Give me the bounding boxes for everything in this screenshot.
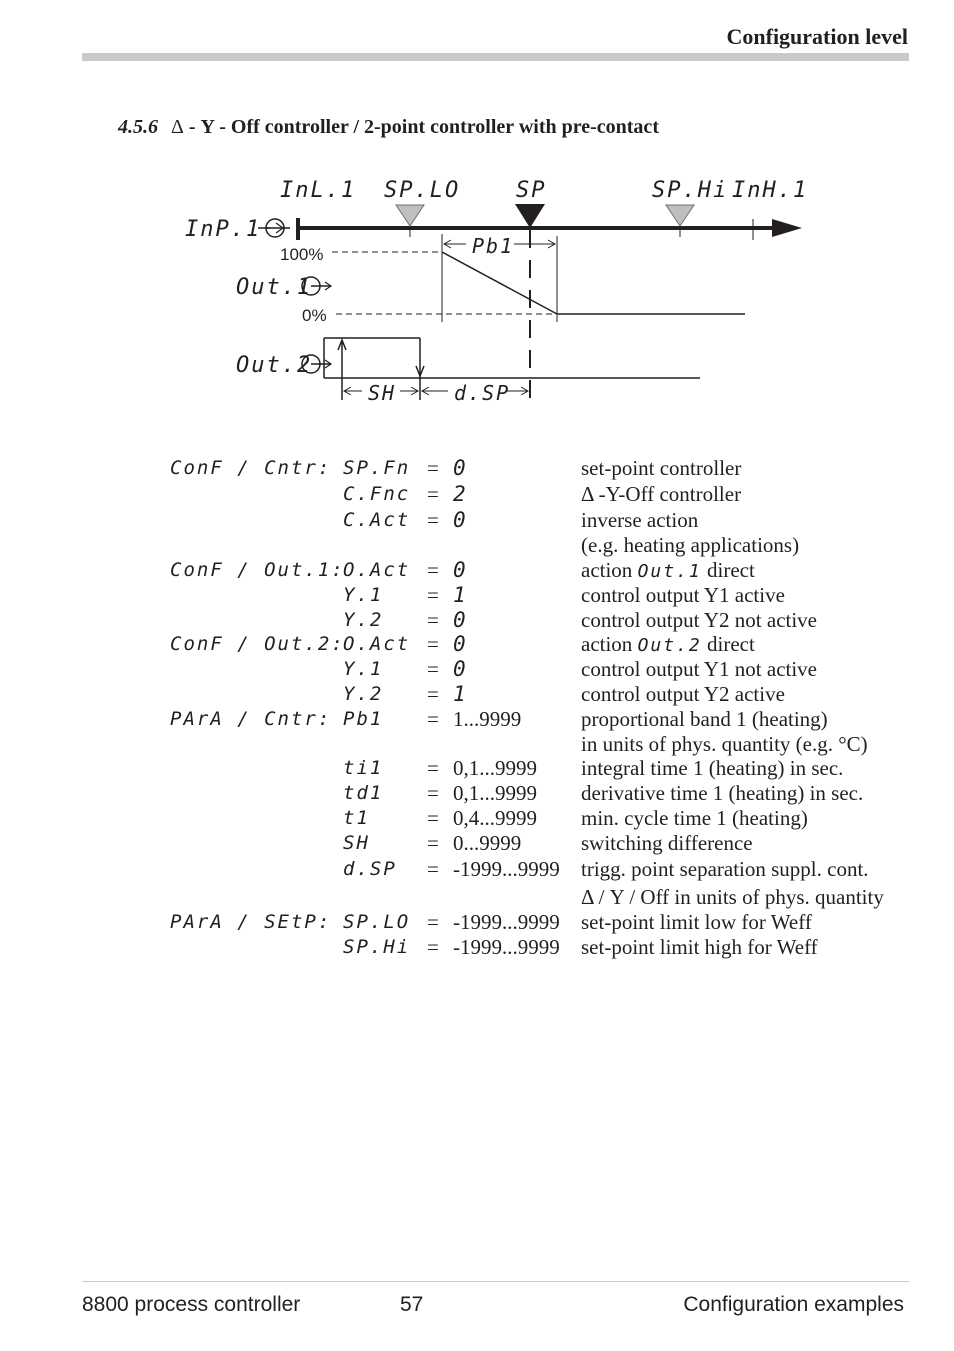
footer-left: 8800 process controller bbox=[82, 1293, 301, 1316]
param-desc: (e.g. heating applications) bbox=[581, 533, 800, 557]
param-desc: set-point limit low for Weff bbox=[581, 910, 812, 934]
param-desc: control output Y1 active bbox=[581, 583, 785, 607]
label-out1: Out.1 bbox=[236, 275, 313, 300]
section-number: 4.5.6 bbox=[118, 116, 158, 138]
label-splo: SP.LO bbox=[384, 178, 461, 203]
param-desc: set-point limit high for Weff bbox=[581, 935, 818, 959]
param-name: C.Fnc bbox=[343, 483, 411, 505]
param-desc: Δ -Y-Off controller bbox=[581, 482, 742, 506]
param-desc: in units of phys. quantity (e.g. °C) bbox=[581, 732, 868, 756]
param-desc: switching difference bbox=[581, 831, 753, 855]
param-value: 1...9999 bbox=[453, 707, 522, 731]
param-eq: = bbox=[427, 583, 439, 607]
param-eq: = bbox=[427, 857, 439, 881]
param-name: Y.2 bbox=[343, 683, 384, 705]
param-desc: set-point controller bbox=[581, 456, 742, 480]
param-desc: derivative time 1 (heating) in sec. bbox=[581, 781, 864, 805]
desc-suffix: direct bbox=[707, 558, 755, 582]
param-value: 0...9999 bbox=[453, 831, 522, 855]
param-name: Y.1 bbox=[343, 584, 384, 606]
param-eq: = bbox=[427, 682, 439, 706]
param-group: ConF / Out.2: bbox=[170, 633, 345, 655]
label-sp: SP bbox=[516, 178, 547, 203]
param-group: ConF / Cntr: bbox=[170, 457, 332, 479]
param-group: PArA / SEtP: bbox=[170, 911, 332, 933]
param-group: ConF / Out.1: bbox=[170, 559, 345, 581]
desc-segment: Out.2 bbox=[637, 635, 702, 656]
param-desc: control output Y2 active bbox=[581, 682, 785, 706]
delta-symbol: Δ bbox=[171, 116, 184, 138]
param-eq: = bbox=[427, 756, 439, 780]
section-title: - Y - Off controller / 2-point controller with pre-contact bbox=[188, 116, 659, 138]
param-desc: control output Y1 not active bbox=[581, 657, 818, 681]
param-name: d.SP bbox=[343, 858, 397, 880]
param-name: t1 bbox=[343, 807, 370, 829]
param-desc bbox=[581, 631, 755, 659]
param-eq: = bbox=[427, 482, 439, 506]
param-desc: inverse action bbox=[581, 508, 699, 532]
param-name: SH bbox=[343, 832, 370, 854]
desc-prefix: action bbox=[581, 632, 633, 656]
param-desc bbox=[581, 557, 755, 585]
param-name: C.Act bbox=[343, 509, 411, 531]
label-inh1: InH.1 bbox=[732, 178, 809, 203]
param-name: O.Act bbox=[343, 559, 411, 581]
param-value: 0,1...9999 bbox=[453, 781, 537, 805]
param-value: 0,1...9999 bbox=[453, 756, 537, 780]
desc-segment: Out.1 bbox=[637, 561, 702, 582]
label-dsp: d.SP bbox=[454, 381, 511, 405]
param-desc: control output Y2 not active bbox=[581, 608, 818, 632]
label-sphi: SP.Hi bbox=[652, 178, 729, 203]
desc-prefix: action bbox=[581, 558, 633, 582]
param-value: 1 bbox=[453, 583, 468, 607]
param-value: 0 bbox=[453, 456, 468, 480]
sp-marker-icon bbox=[515, 204, 545, 228]
param-eq: = bbox=[427, 657, 439, 681]
param-group: PArA / Cntr: bbox=[170, 708, 332, 730]
param-name: ti1 bbox=[343, 757, 384, 779]
label-inp1: InP.1 bbox=[185, 217, 262, 242]
param-name: O.Act bbox=[343, 633, 411, 655]
param-value: -1999...9999 bbox=[453, 857, 560, 881]
param-value: 0 bbox=[453, 508, 468, 532]
footer-right: Configuration examples bbox=[683, 1293, 904, 1316]
label-inl1: InL.1 bbox=[280, 178, 357, 203]
param-value: -1999...9999 bbox=[453, 935, 560, 959]
param-desc: Δ / Y / Off in units of phys. quantity bbox=[581, 885, 884, 909]
param-name: Y.2 bbox=[343, 609, 384, 631]
param-desc: min. cycle time 1 (heating) bbox=[581, 806, 808, 830]
param-eq: = bbox=[427, 558, 439, 582]
param-eq: = bbox=[427, 508, 439, 532]
label-out2: Out.2 bbox=[236, 353, 313, 378]
param-eq: = bbox=[427, 781, 439, 805]
param-eq: = bbox=[427, 831, 439, 855]
param-name: SP.LO bbox=[343, 911, 411, 933]
param-value: 0 bbox=[453, 657, 468, 681]
param-eq: = bbox=[427, 806, 439, 830]
label-pb1: Pb1 bbox=[472, 234, 515, 258]
header-bar bbox=[82, 53, 909, 61]
param-eq: = bbox=[427, 608, 439, 632]
param-value: 1 bbox=[453, 682, 468, 706]
param-eq: = bbox=[427, 910, 439, 934]
param-name: Pb1 bbox=[343, 708, 384, 730]
param-name: SP.Fn bbox=[343, 457, 411, 479]
axis-arrow-icon bbox=[772, 219, 802, 237]
label-sh: SH bbox=[368, 381, 397, 405]
param-value: 0 bbox=[453, 632, 468, 656]
footer-divider bbox=[82, 1281, 909, 1282]
param-name: Y.1 bbox=[343, 658, 384, 680]
param-value: 0,4...9999 bbox=[453, 806, 537, 830]
param-eq: = bbox=[427, 935, 439, 959]
sphi-marker-icon bbox=[666, 205, 694, 226]
param-value: -1999...9999 bbox=[453, 910, 560, 934]
param-desc: proportional band 1 (heating) bbox=[581, 707, 828, 731]
splo-marker-icon bbox=[396, 205, 424, 226]
param-eq: = bbox=[427, 632, 439, 656]
page-number: 57 bbox=[400, 1293, 424, 1316]
param-desc: integral time 1 (heating) in sec. bbox=[581, 756, 844, 780]
param-desc: trigg. point separation suppl. cont. bbox=[581, 857, 869, 881]
param-eq: = bbox=[427, 456, 439, 480]
param-value: 0 bbox=[453, 608, 468, 632]
param-eq: = bbox=[427, 707, 439, 731]
param-name: SP.Hi bbox=[343, 936, 411, 958]
label-100pct: 100% bbox=[280, 245, 324, 264]
param-name: td1 bbox=[343, 782, 384, 804]
param-value: 2 bbox=[453, 482, 468, 506]
header-title: Configuration level bbox=[726, 24, 908, 49]
label-0pct: 0% bbox=[302, 306, 327, 325]
param-value: 0 bbox=[453, 558, 468, 582]
controller-diagram bbox=[0, 160, 954, 580]
desc-suffix: direct bbox=[707, 632, 755, 656]
section-heading bbox=[118, 116, 659, 139]
